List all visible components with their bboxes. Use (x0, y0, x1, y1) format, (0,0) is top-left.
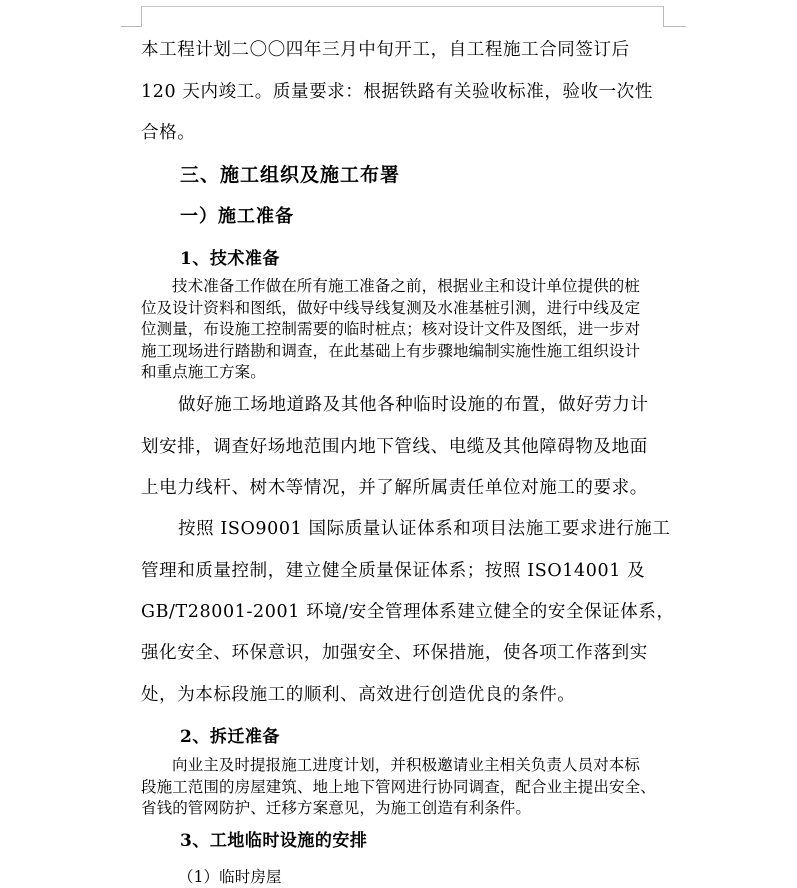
body-text-line: 120 天内竣工。质量要求：根据铁路有关验收标准，验收一次性 (141, 82, 653, 102)
body-text-line: 省钱的管网防护、迁移方案意见，为施工创造有利条件。 (141, 799, 532, 817)
body-text-line: GB/T28001-2001 环境/安全管理体系建立健全的安全保证体系， (141, 602, 675, 622)
body-text-line: 做好施工场地道路及其他各种临时设施的布置，做好劳力计 (178, 395, 649, 415)
body-text-line: 强化安全、环保意识，加强安全、环保措施，使各项工作落到实 (141, 643, 648, 663)
sub-item-heading: （1）临时房屋 (178, 868, 282, 886)
body-text-line: 处，为本标段施工的顺利、高效进行创造优良的条件。 (141, 685, 576, 705)
item-heading: 1、技术准备 (180, 249, 280, 269)
body-text-line: 合格。 (141, 123, 196, 143)
body-text-line: 上电力线杆、树木等情况，并了解所属责任单位对施工的要求。 (141, 478, 648, 498)
body-text-line: 按照 ISO9001 国际质量认证体系和项目法施工要求进行施工 (178, 519, 671, 539)
body-text-line: 技术准备工作做在所有施工准备之前，根据业主和设计单位提供的桩 (172, 277, 641, 295)
body-text-line: 位及设计资料和图纸，做好中线导线复测及水准基桩引测，进行中线及定 (141, 299, 641, 317)
body-text-line: 施工现场进行踏勘和调查，在此基础上有步骤地编制实施性施工组织设计 (141, 342, 641, 360)
page-corner-mark-left (121, 6, 142, 27)
body-text-line: 位测量，布设施工控制需要的临时桩点；核对设计文件及图纸，进一步对 (141, 320, 641, 338)
body-text-line: 管理和质量控制，建立健全质量保证体系；按照 ISO14001 及 (141, 561, 646, 581)
section-heading: 三、施工组织及施工布署 (180, 164, 401, 186)
body-text-line: 和重点施工方案。 (141, 363, 266, 381)
body-text-line: 段施工范围的房屋建筑、地上地下管网进行协同调查，配合业主提出安全、 (141, 778, 656, 796)
subsection-heading: 一）施工准备 (180, 206, 294, 227)
page-corner-mark-right (663, 6, 686, 27)
item-heading: 3、工地临时设施的安排 (180, 831, 368, 851)
item-heading: 2、拆迁准备 (180, 727, 280, 747)
body-text-line: 本工程计划二〇〇四年三月中旬开工，自工程施工合同签订后 (141, 40, 630, 60)
body-text-line: 划安排，调查好场地范围内地下管线、电缆及其他障碍物及地面 (141, 437, 648, 457)
body-text-line: 向业主及时提报施工进度计划，并积极邀请业主相关负责人员对本标 (172, 756, 641, 774)
page-top-border (141, 6, 663, 7)
